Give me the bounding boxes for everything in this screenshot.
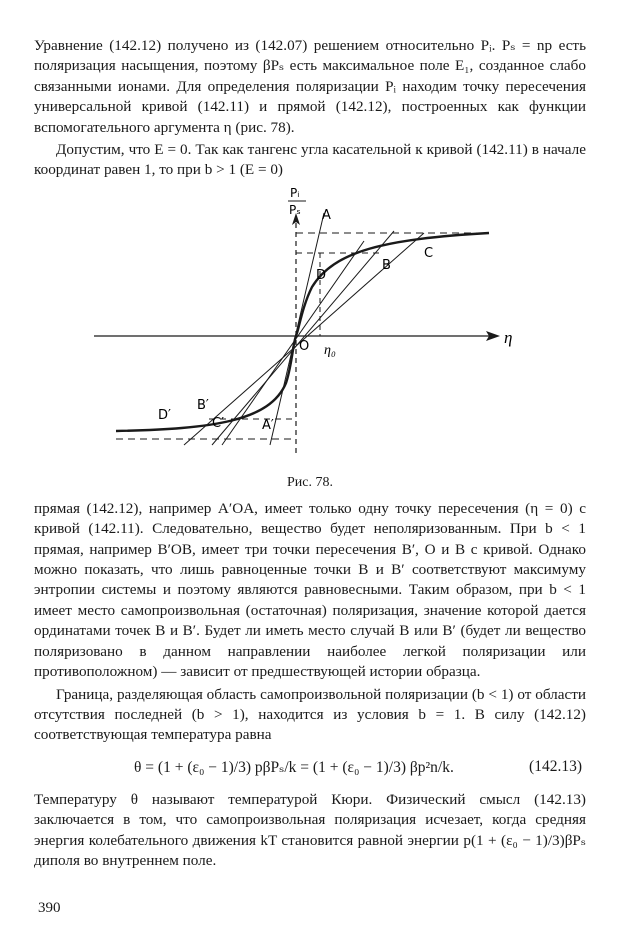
label-O: O <box>299 338 310 354</box>
label-C-prime: C′ <box>212 415 225 431</box>
x-label-eta: η <box>504 327 513 347</box>
label-B-prime: B′ <box>197 397 209 413</box>
label-A: A <box>322 207 331 223</box>
label-D-prime: D′ <box>158 407 171 423</box>
equation-142-13 <box>34 748 586 788</box>
line-B <box>212 231 394 445</box>
book-page <box>34 36 586 871</box>
y-label-numerator: Pᵢ <box>290 185 300 200</box>
hysteresis-diagram <box>34 183 586 483</box>
label-eta0: η₀ <box>324 342 336 358</box>
page-number: 390 <box>38 900 61 916</box>
label-D: D <box>316 267 327 283</box>
figure-78 <box>34 183 586 483</box>
line-D <box>222 241 364 445</box>
label-C: C <box>424 245 434 261</box>
paragraph-5: Температуру θ называют температурой Кюри. Физический смысл (142.13) заключается в том, что самопроизвольная поляризация исчезает, когда средняя энергия колебательного движения kT становится равной энергии p(1 + (ε₀ − 1)/3)βPₛ диполя во внутреннем поле. <box>34 790 586 869</box>
label-A-prime: A′ <box>262 417 274 433</box>
y-label-denominator: Pₛ <box>289 202 301 217</box>
paragraph-4: Граница, разделяющая область самопроизвольной поляризации (b < 1) от области отсутствия последней (b > 1), находится из условия b = 1. В силу (142.12) соответствующая температура равна <box>34 685 586 744</box>
paragraph-2: Допустим, что E = 0. Так как тангенс угла касательной к кривой (142.11) в начале координат равен 1, то при b > 1 (E = 0) <box>34 141 586 179</box>
paragraph-1: Уравнение (142.12) получено из (142.07) решением относительно Pᵢ. Pₛ = np есть поляризация насыщения, поэтому βPₛ есть максимальное поле E₁, созданное слабо связанными ионами. Для определения поляризации Pᵢ находим точку пересечения универсальной кривой (142.11) и прямой (142.12), построенных как функции вспомогательного аргумента η (рис. 78). <box>34 37 586 136</box>
langevin-curve <box>116 233 489 431</box>
label-B: B <box>382 257 391 273</box>
equation-expression: θ = (1 + (ε₀ − 1)/3) pβPₛ/k = (1 + (ε₀ − 1)/3) βp²n/k. <box>134 758 454 776</box>
paragraph-3: прямая (142.12), например A′OA, имеет только одну точку пересечения (η = 0) с кривой (142.11). Следовательно, вещество будет неполяризованным. При b < 1 прямая, например B′OB, имеет три точки пересечения B′, O и B с кривой. Однако можно показать, что лишь равноценные точки B и B′ соответствуют максимуму энтропии системы и поэтому являются равновесными. Таким образом, при b < 1 имеет место самопроизвольная (остаточная) поляризация, значение которой дается ординатами точек B и B′. Будет ли иметь место случай B или B′ (будет ли вещество поляризовано в данном направлении наиболее легкой поляризации или противоположном) — зависит от предшествующей истории образца. <box>34 499 586 681</box>
equation-number: (142.13) <box>529 757 582 775</box>
figure-caption: Рис. 78. <box>287 474 333 490</box>
